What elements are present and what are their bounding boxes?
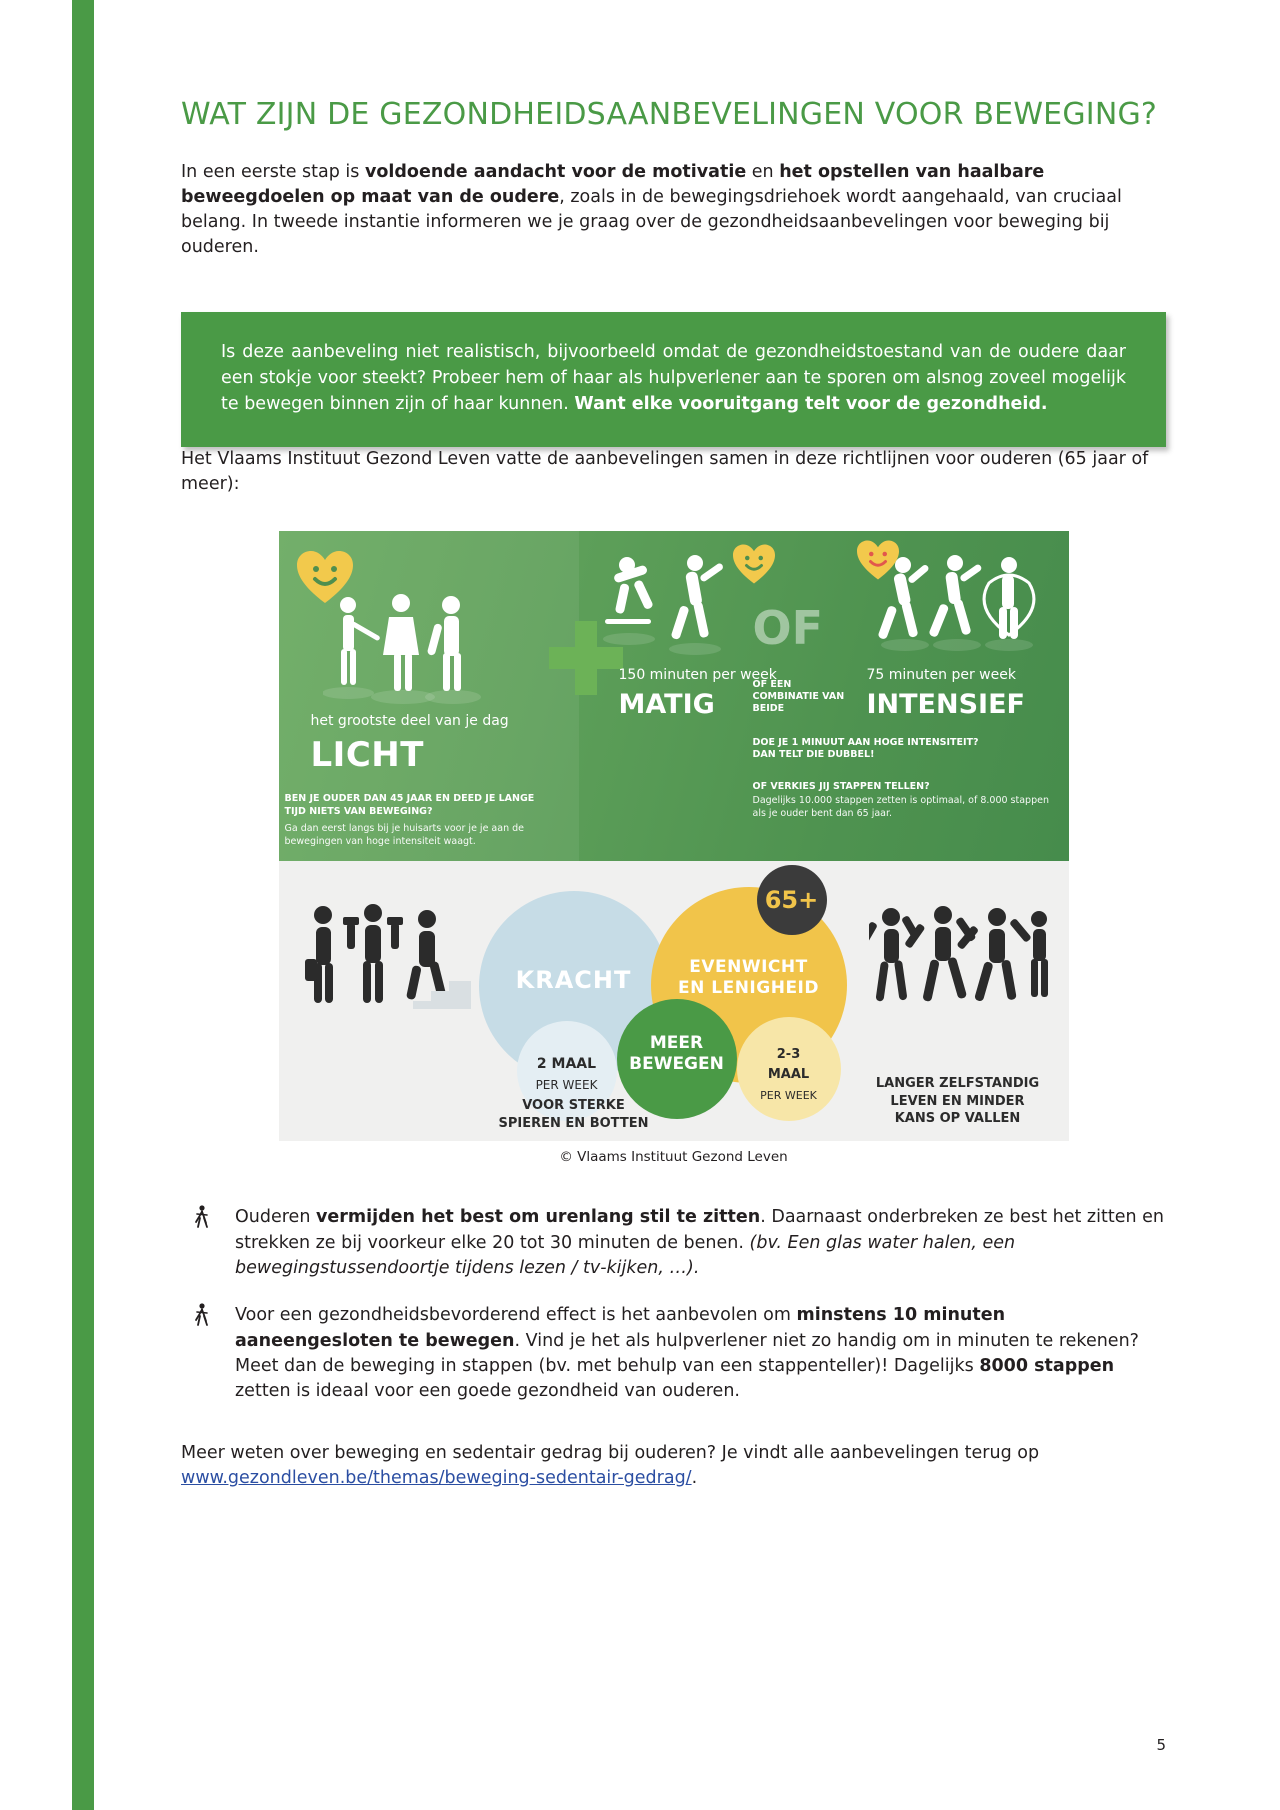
- balance-caption-line1: LANGER ZELFSTANDIG: [875, 1076, 1040, 1092]
- balance-frequency-line3: PER WEEK: [760, 1088, 817, 1102]
- bullet1-seg1: Ouderen: [235, 1207, 316, 1228]
- infographic-caption: © Vlaams Instituut Gezond Leven: [559, 1149, 788, 1166]
- page-number: 5: [1156, 1736, 1166, 1754]
- smiley-heart-icon-2: [731, 543, 777, 585]
- intensive-minutes-label: 75 minuten per week: [866, 667, 1016, 684]
- strength-caption-line2: SPIEREN EN BOTTEN: [498, 1115, 649, 1131]
- bullet-text-1: [235, 1205, 1166, 1281]
- light-footnote-bold: BEN JE OUDER DAN 45 JAAR EN DEED JE LANGE TIJD NIETS VAN BEWEGING?: [284, 793, 535, 817]
- or-label: OF: [752, 601, 824, 656]
- bullet2-seg5: zetten is ideaal voor een goede gezondheid van ouderen.: [235, 1381, 740, 1402]
- bullet-text-2: [235, 1303, 1166, 1405]
- walking-person-icon: [181, 1303, 235, 1405]
- strength-frequency-label: [517, 1053, 617, 1094]
- moderate-minutes-label: 150 minuten per week: [618, 667, 777, 684]
- strength-caption: [469, 1097, 679, 1132]
- callout-bold: Want elke vooruitgang telt voor de gezondheid.: [574, 393, 1048, 414]
- balance-title-line2: EN LENIGHEID: [678, 978, 819, 999]
- intro-bold-1: voldoende aandacht voor de motivatie: [364, 162, 747, 183]
- steps-text: Dagelijks 10.000 stappen zetten is optimaal, of 8.000 stappen als je ouder bent dan 65 jaar.: [752, 795, 1049, 819]
- list-item: [181, 1303, 1166, 1405]
- more-movement-line2: BEWEGEN: [629, 1054, 724, 1075]
- balance-caption-line3: KANS OP VALLEN: [894, 1111, 1021, 1127]
- moderate-title: MATIG: [618, 689, 715, 721]
- age-badge: 65+: [757, 865, 827, 935]
- intro-text-1: In een eerste stap is: [181, 162, 365, 183]
- intensive-title: INTENSIEF: [866, 689, 1025, 721]
- left-margin-bar: [72, 0, 94, 1810]
- more-movement-label: [617, 1033, 737, 1076]
- light-subtitle: het grootste deel van je dag: [310, 713, 509, 730]
- intro-paragraph: [181, 160, 1166, 259]
- infographic-figure: [279, 531, 1069, 1165]
- steps-title: OF VERKIES JIJ STAPPEN TELLEN?: [752, 781, 930, 793]
- infographic-bottom-panel: [279, 861, 1069, 1141]
- strength-frequency-line2: PER WEEK: [535, 1077, 598, 1092]
- light-activity-people-icon: [323, 591, 543, 711]
- combination-label: OF EEN COMBINATIE VAN BEIDE: [752, 679, 845, 714]
- infographic-top-panel: [279, 531, 1069, 861]
- walking-person-icon: [181, 1205, 235, 1281]
- page-content: [181, 96, 1166, 1509]
- walking-person-glyph: [193, 1303, 211, 1327]
- bullet2-seg2: minstens 10 minuten aaneengesloten te bewegen: [235, 1305, 1006, 1351]
- gezondleven-link[interactable]: www.gezondleven.be/themas/beweging-sedentair-gedrag/: [181, 1468, 692, 1489]
- page-title: WAT ZIJN DE GEZONDHEIDSAANBEVELINGEN VOOR BEWEGING?: [181, 97, 1158, 132]
- lead-in-paragraph: Het Vlaams Instituut Gezond Leven vatte de aanbevelingen samen in deze richtlijnen voor ouderen (65 jaar of meer):: [181, 449, 1149, 495]
- bullet2-seg1: Voor een gezondheidsbevorderend effect is het aanbevolen om: [235, 1305, 797, 1326]
- footer-text: Meer weten over beweging en sedentair gedrag bij ouderen? Je vindt alle aanbevelingen terug op: [181, 1442, 1040, 1463]
- intro-bold-2: het opstellen van haalbare beweegdoelen op maat van de oudere: [181, 162, 1045, 208]
- bullet1-seg4: (bv. Een glas water halen, een bewegingstussendoortje tijdens lezen / tv-kijken, …).: [235, 1232, 1016, 1278]
- footer-end: .: [691, 1468, 698, 1489]
- bullet-list: [181, 1205, 1166, 1405]
- strength-frequency-line1: 2 MAAL: [536, 1056, 597, 1073]
- balance-caption: [855, 1075, 1061, 1128]
- bullet2-seg4: 8000 stappen: [979, 1356, 1115, 1376]
- strength-people-icon: [301, 903, 471, 1023]
- balance-frequency-label: [737, 1043, 841, 1104]
- callout-paragraph: [221, 340, 1126, 418]
- light-title: LICHT: [310, 735, 424, 776]
- bullet1-seg2: vermijden het best om urenlang stil te zitten: [315, 1207, 761, 1228]
- callout-box: [181, 312, 1166, 448]
- list-item: [181, 1205, 1166, 1281]
- bullet1-seg3: . Daarnaast onderbreken ze best het zitten en strekken ze bij voorkeur elke 20 tot 30 minuten de benen.: [235, 1207, 1164, 1253]
- light-footnote: Ga dan eerst langs bij je huisarts voor je je aan de bewegingen van hoge intensiteit waagt.: [284, 823, 524, 847]
- strength-title: KRACHT: [515, 966, 632, 995]
- intensive-activity-people-icon: [877, 553, 1047, 663]
- intro-text-2: en: [746, 162, 780, 183]
- balance-title-line1: EVENWICHT: [689, 957, 808, 978]
- callout-text: Is deze aanbeveling niet realistisch, bijvoorbeeld omdat de gezondheidstoestand van de oudere daar een stokje voor steekt? Probeer hem of haar als hulpverlener aan te sporen om alsnog zoveel mogelijk te bewegen binnen zijn of haar kunnen.: [221, 341, 1126, 414]
- balance-frequency-line2: MAAL: [767, 1067, 810, 1083]
- strength-caption-line1: VOOR STERKE: [522, 1098, 625, 1114]
- bullet2-seg3: . Vind je het als hulpverlener niet zo handig om in minuten te rekenen? Meet dan de beweging in stappen (bv. met behulp van een stappenteller)! Dagelijks: [235, 1330, 1139, 1376]
- balance-people-icon: [869, 903, 1049, 1023]
- balance-caption-line2: LEVEN EN MINDER: [890, 1093, 1025, 1109]
- balance-frequency-line1: 2-3: [776, 1047, 801, 1063]
- footer-paragraph: [181, 1441, 1166, 1492]
- balance-title: [651, 957, 847, 1000]
- more-movement-line1: MEER: [649, 1033, 704, 1054]
- walking-person-glyph: [193, 1205, 211, 1229]
- moderate-activity-people-icon: [599, 553, 749, 663]
- intro-text-3: , zoals in de bewegingsdriehoek wordt aangehaald, van cruciaal belang. In tweede instantie informeren we je graag over de gezondheidsaanbevelingen voor beweging bij ouderen.: [181, 187, 1122, 257]
- double-intensity-note: DOE JE 1 MINUUT AAN HOGE INTENSITEIT? DAN TELT DIE DUBBEL!: [752, 737, 979, 761]
